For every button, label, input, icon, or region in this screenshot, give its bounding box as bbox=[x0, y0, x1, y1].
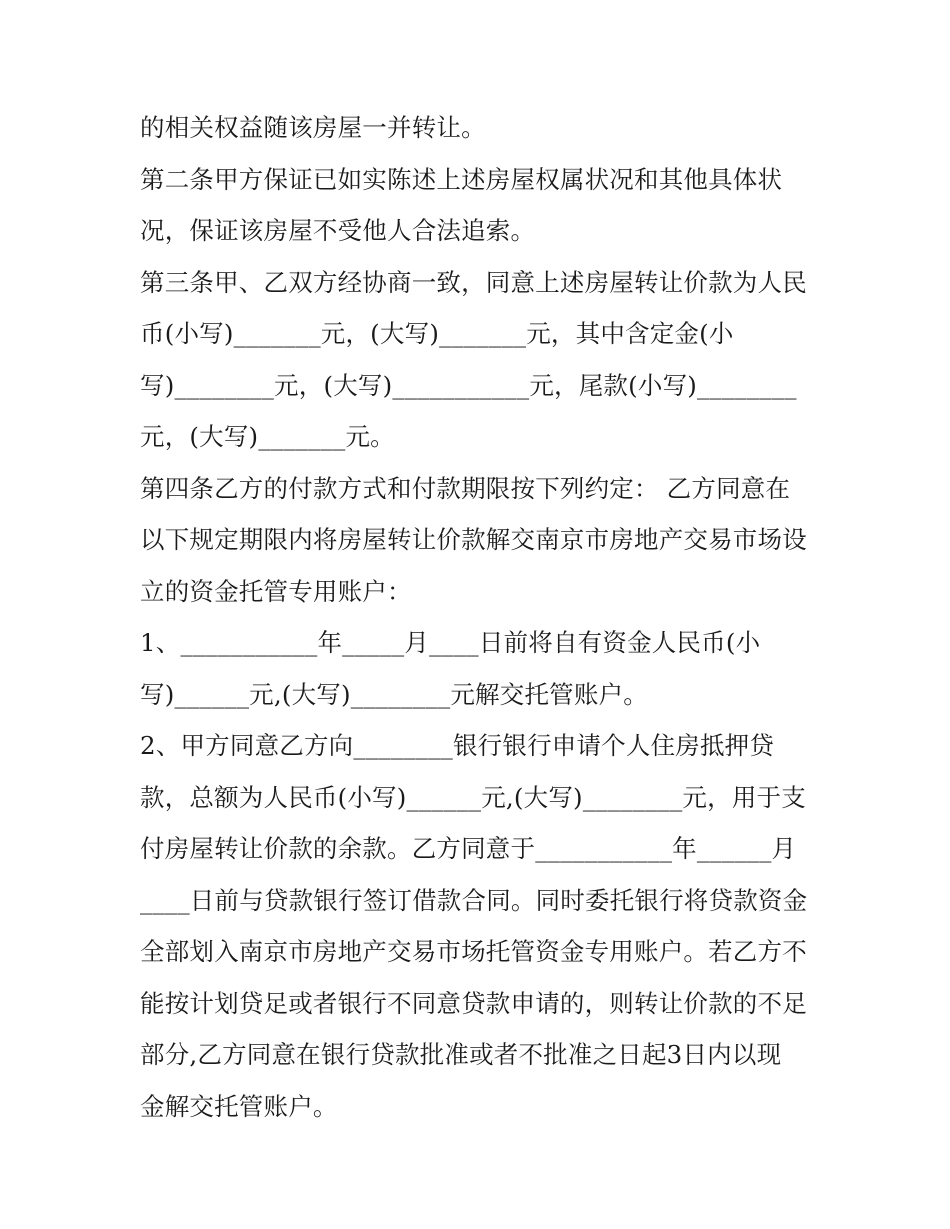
text-line: 付房屋转让价款的余款。乙方同意于___________年______月 bbox=[140, 834, 797, 863]
text-line: 1、___________年_____月____日前将自有资金人民币(小 bbox=[140, 628, 761, 657]
text-line: 写)______元,(大写)________元解交托管账户。 bbox=[140, 679, 648, 709]
text-line: 全部划入南京市房地产交易市场托管资金专用账户。若乙方不 bbox=[140, 937, 807, 966]
document-body bbox=[140, 102, 830, 1132]
text-line: 金解交托管账户。 bbox=[140, 1091, 338, 1121]
text-line: 写)________元，(大写)___________元，尾款(小写)________ bbox=[140, 370, 797, 400]
text-line: 立的资金托管专用账户： bbox=[140, 576, 412, 606]
text-line: 款，总额为人民币(小写)______元,(大写)________元，用于支 bbox=[140, 782, 806, 812]
text-line: 况，保证该房屋不受他人合法追索。 bbox=[140, 216, 536, 245]
text-line: 2、甲方同意乙方向________银行银行申请个人住房抵押贷 bbox=[140, 731, 775, 760]
text-line: 的相关权益随该房屋一并转让。 bbox=[140, 113, 486, 142]
text-line: 第四条乙方的付款方式和付款期限按下列约定： 乙方同意在 bbox=[140, 473, 791, 503]
text-line: 元，(大写)_______元。 bbox=[140, 422, 395, 451]
text-line: ____日前与贷款银行签订借款合同。同时委托银行将贷款资金 bbox=[140, 885, 808, 915]
text-line: 币(小写)_______元，(大写)_______元，其中含定金(小 bbox=[140, 319, 734, 348]
text-line: 以下规定期限内将房屋转让价款解交南京市房地产交易市场设 bbox=[140, 525, 807, 554]
text-line: 部分,乙方同意在银行贷款批准或者不批准之日起3日内以现 bbox=[140, 1040, 782, 1069]
text-line: 第二条甲方保证已如实陈述上述房屋权属状况和其他具体状 bbox=[140, 164, 783, 194]
text-line: 能按计划贷足或者银行不同意贷款申请的，则转让价款的不足 bbox=[140, 988, 807, 1018]
text-line: 第三条甲、乙双方经协商一致，同意上述房屋转让价款为人民 bbox=[140, 267, 807, 297]
